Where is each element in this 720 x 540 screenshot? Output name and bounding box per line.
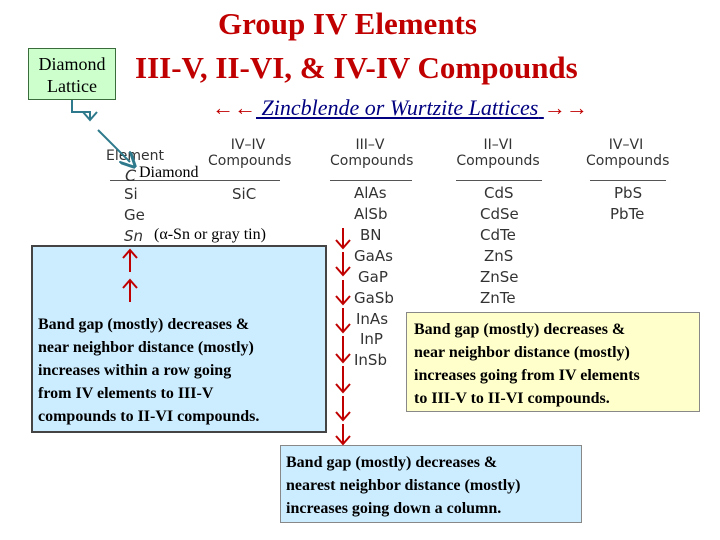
iii-v-cell: BN — [360, 226, 382, 244]
iii-v-cell: InP — [360, 330, 383, 348]
iii-v-cell: GaSb — [354, 289, 394, 307]
iv-vi-cell: PbTe — [610, 205, 645, 223]
header-ii-vi-line-2: Compounds — [456, 153, 540, 169]
column-trend-line: increases going down a column. — [286, 500, 502, 517]
row-trend-line: from IV elements to III-V — [38, 385, 214, 402]
compound-trend-line: Band gap (mostly) decreases & — [414, 321, 626, 338]
arrow-up-icon — [123, 280, 137, 302]
arrow-right-icon: → — [565, 95, 588, 120]
header-iv-vi-line-1: IV–VI — [608, 137, 644, 153]
element-cell: Sn — [124, 227, 144, 245]
ii-vi-cell: ZnS — [484, 247, 514, 265]
header-ii-vi-line-1: II–VI — [483, 137, 513, 153]
header-iv-vi-line-2: Compounds — [586, 153, 670, 169]
column-trend-line: nearest neighbor distance (mostly) — [286, 477, 521, 494]
arrow-up-icon — [123, 250, 137, 272]
iv-iv-cell: SiC — [232, 185, 257, 203]
iv-vi-cell: PbS — [614, 184, 643, 202]
title-line-1: Group IV Elements — [218, 6, 477, 41]
iii-v-cell: InSb — [354, 351, 387, 369]
element-cell: C — [125, 166, 137, 185]
ii-vi-cell: CdS — [484, 184, 514, 202]
iii-v-cell: GaAs — [354, 247, 393, 265]
iii-v-cell: InAs — [356, 310, 389, 328]
row-trend-line: Band gap (mostly) decreases & — [38, 316, 250, 333]
ii-vi-cell: ZnTe — [480, 289, 516, 307]
diamond-lattice-line-1: Diamond — [38, 54, 106, 74]
compound-trend-line: to III-V to II-VI compounds. — [414, 390, 610, 407]
compound-trend-line: near neighbor distance (mostly) — [414, 344, 630, 361]
ii-vi-cell: CdSe — [480, 205, 519, 223]
header-iii-v-line-1: III–V — [355, 137, 385, 153]
header-element: Element — [106, 148, 164, 164]
arrow-left-icon: ← — [234, 95, 256, 120]
element-cell: Si — [124, 185, 138, 203]
column-trend-line: Band gap (mostly) decreases & — [286, 454, 498, 471]
arrow-down-icon — [336, 336, 350, 362]
arrow-diagonal-icon — [98, 130, 130, 162]
arrow-down-icon — [336, 252, 350, 275]
arrow-left-icon: ← — [212, 95, 234, 120]
zincblende-text: Zincblende or Wurtzite Lattices — [261, 95, 539, 120]
diamond-note: Diamond — [139, 164, 199, 181]
arrow-down-icon — [336, 308, 350, 332]
arrow-down-icon — [336, 396, 350, 420]
iii-v-cell: AlAs — [354, 184, 387, 202]
arrow-down-icon — [336, 228, 350, 248]
arrow-down-icon — [336, 280, 350, 304]
row-trend-line: near neighbor distance (mostly) — [38, 339, 254, 356]
gray-tin-note: (α-Sn or gray tin) — [154, 226, 266, 243]
iii-v-cell: GaP — [358, 268, 388, 286]
ii-vi-cell: ZnSe — [480, 268, 519, 286]
row-trend-line: increases within a row going — [38, 362, 232, 379]
element-cell: Ge — [124, 206, 145, 224]
header-iv-iv-line-1: IV–IV — [230, 137, 266, 153]
arrow-down-icon — [336, 424, 350, 444]
header-iii-v-line-2: Compounds — [330, 153, 414, 169]
compound-trend-line: increases going from IV elements — [414, 367, 640, 384]
header-iv-iv-line-2: Compounds — [208, 153, 292, 169]
ii-vi-cell: CdTe — [480, 226, 516, 244]
title-line-2: III-V, II-VI, & IV-IV Compounds — [135, 50, 578, 85]
iii-v-cell: AlSb — [354, 205, 388, 223]
diamond-lattice-line-2: Lattice — [47, 76, 97, 96]
arrow-right-icon: → — [543, 95, 566, 120]
arrow-down-icon — [336, 366, 350, 392]
row-trend-line: compounds to II-VI compounds. — [38, 408, 260, 425]
